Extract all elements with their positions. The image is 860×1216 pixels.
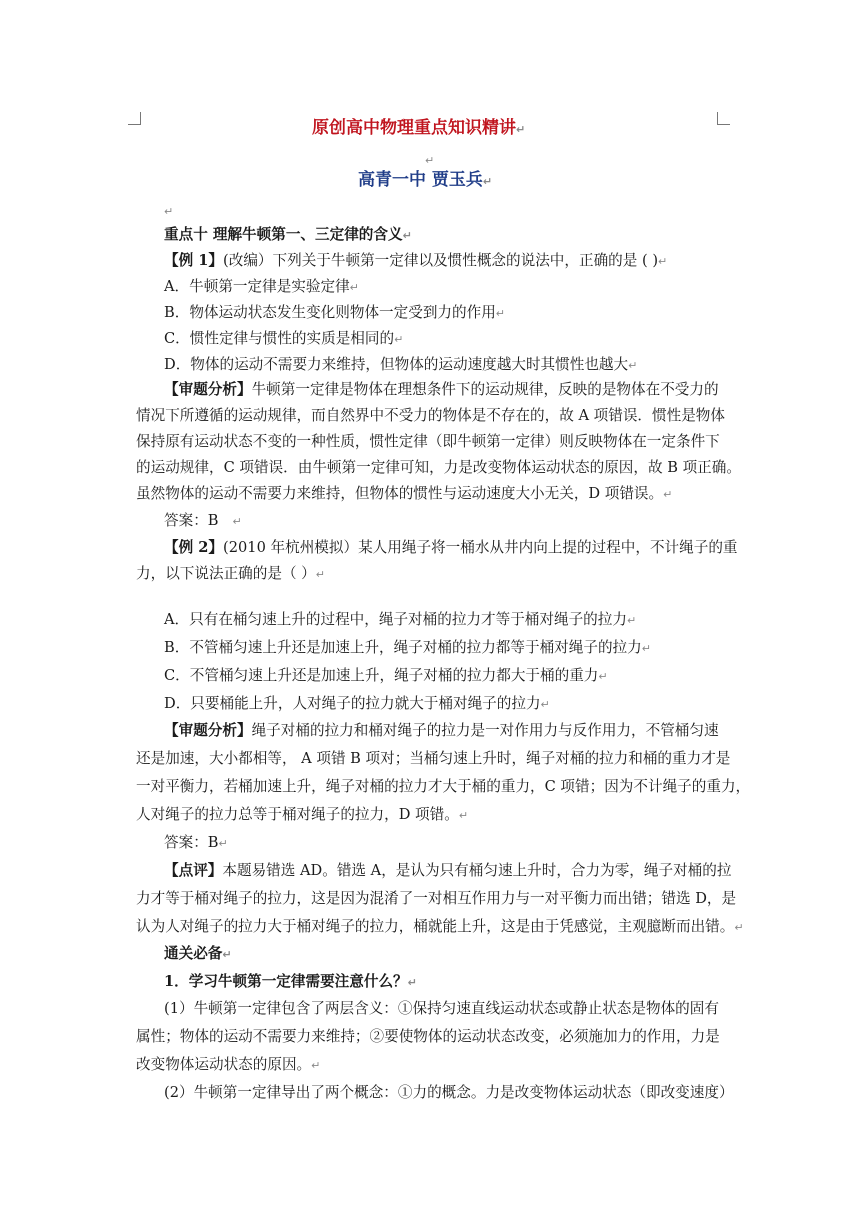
example1-analysis-line: 的运动规律，C 项错误．由牛顿第一定律可知，力是改变物体运动状态的原因，故 B 项正确。 <box>136 459 741 476</box>
document-title: 原创高中物理重点知识精讲↵ <box>312 118 526 138</box>
example2-comment-line: 认为人对绳子的拉力大于桶对绳子的拉力，桶就能上升，这是由于凭感觉，主观臆断而出错。↵ <box>136 918 744 935</box>
example1-analysis-line: 【审题分析】牛顿第一定律是物体在理想条件下的运动规律，反映的是物体在不受力的 <box>164 381 719 398</box>
example2-option-a: A．只有在桶匀速上升的过程中，绳子对桶的拉力才等于桶对绳子的拉力↵ <box>164 611 637 628</box>
example2-comment-line: 力才等于桶对绳子的拉力，这是因为混淆了一对相互作用力与一对平衡力而出错；错选 D，是 <box>136 890 737 907</box>
example1-option-c: C．惯性定律与惯性的实质是相同的↵ <box>164 330 404 347</box>
example1-answer: 答案：B ↵ <box>164 512 242 529</box>
example1-option-a: A．牛顿第一定律是实验定律↵ <box>164 278 359 295</box>
tongguan-paragraph2-line: (2）牛顿第一定律导出了两个概念：①力的概念。力是改变物体运动状态（即改变速度） <box>164 1084 734 1101</box>
example2-answer: 答案：B↵ <box>164 834 228 851</box>
example2-analysis-line: 一对平衡力，若桶加速上升，绳子对桶的拉力才大于桶的重力，C 项错；因为不计绳子的重力， <box>136 778 751 795</box>
example2-question-line: 力，以下说法正确的是（ ）↵ <box>136 565 325 582</box>
tongguan-heading: 通关必备↵ <box>164 945 232 962</box>
example2-option-c: C．不管桶匀速上升还是加速上升，绳子对桶的拉力都大于桶的重力↵ <box>164 667 608 684</box>
tongguan-paragraph1-line: 改变物体运动状态的原因。↵ <box>136 1056 321 1073</box>
example2-analysis-line: 【审题分析】绳子对桶的拉力和桶对绳子的拉力是一对作用力与反作用力，不管桶匀速 <box>164 722 719 739</box>
document-author: 高青一中 贾玉兵↵ <box>358 170 493 190</box>
example1-analysis-line: 情况下所遵循的运动规律，而自然界中不受力的物体是不存在的，故 A 项错误．惯性是物体 <box>136 407 725 424</box>
crop-mark-top-right <box>717 112 730 125</box>
example1-question: 【例 1】(改编）下列关于牛顿第一定律以及惯性概念的说法中，正确的是 ( )↵ <box>164 252 668 269</box>
example2-question-line: 【例 2】(2010 年杭州模拟）某人用绳子将一桶水从井内向上提的过程中，不计绳子的重 <box>164 539 738 556</box>
tongguan-paragraph1-line: 属性；物体的运动不需要力来维持；②要使物体的运动状态改变，必须施加力的作用，力是 <box>136 1028 720 1045</box>
blank-line-mark: ↵ <box>425 154 435 167</box>
example1-option-b: B．物体运动状态发生变化则物体一定受到力的作用↵ <box>164 304 506 321</box>
example1-option-d: D．物体的运动不需要力来维持，但物体的运动速度越大时其惯性也越大↵ <box>164 356 638 373</box>
example2-option-d: D．只要桶能上升，人对绳子的拉力就大于桶对绳子的拉力↵ <box>164 695 550 712</box>
example1-analysis-line: 虽然物体的运动不需要力来维持，但物体的惯性与运动速度大小无关，D 项错误。↵ <box>136 485 673 502</box>
example2-option-b: B．不管桶匀速上升还是加速上升，绳子对桶的拉力都等于桶对绳子的拉力↵ <box>164 639 651 656</box>
section-heading: 重点十 理解牛顿第一、三定律的含义↵ <box>164 226 412 243</box>
example2-comment-line: 【点评】本题易错选 AD。错选 A，是认为只有桶匀速上升时，合力为零，绳子对桶的拉 <box>164 862 732 879</box>
blank-line-mark: ↵ <box>164 205 174 218</box>
example1-analysis-line: 保持原有运动状态不变的一种性质，惯性定律（即牛顿第一定律）则反映物体在一定条件下 <box>136 433 720 450</box>
example2-analysis-line: 还是加速，大小都相等， A 项错 B 项对；当桶匀速上升时，绳子对桶的拉力和桶的重力才是 <box>136 750 731 767</box>
example2-analysis-line: 人对绳子的拉力总等于桶对绳子的拉力，D 项错。↵ <box>136 806 469 823</box>
crop-mark-top-left <box>128 112 141 125</box>
tongguan-question1: 1．学习牛顿第一定律需要注意什么？↵ <box>164 973 417 990</box>
tongguan-paragraph1-line: (1）牛顿第一定律包含了两层含义：①保持匀速直线运动状态或静止状态是物体的固有 <box>164 1000 719 1017</box>
